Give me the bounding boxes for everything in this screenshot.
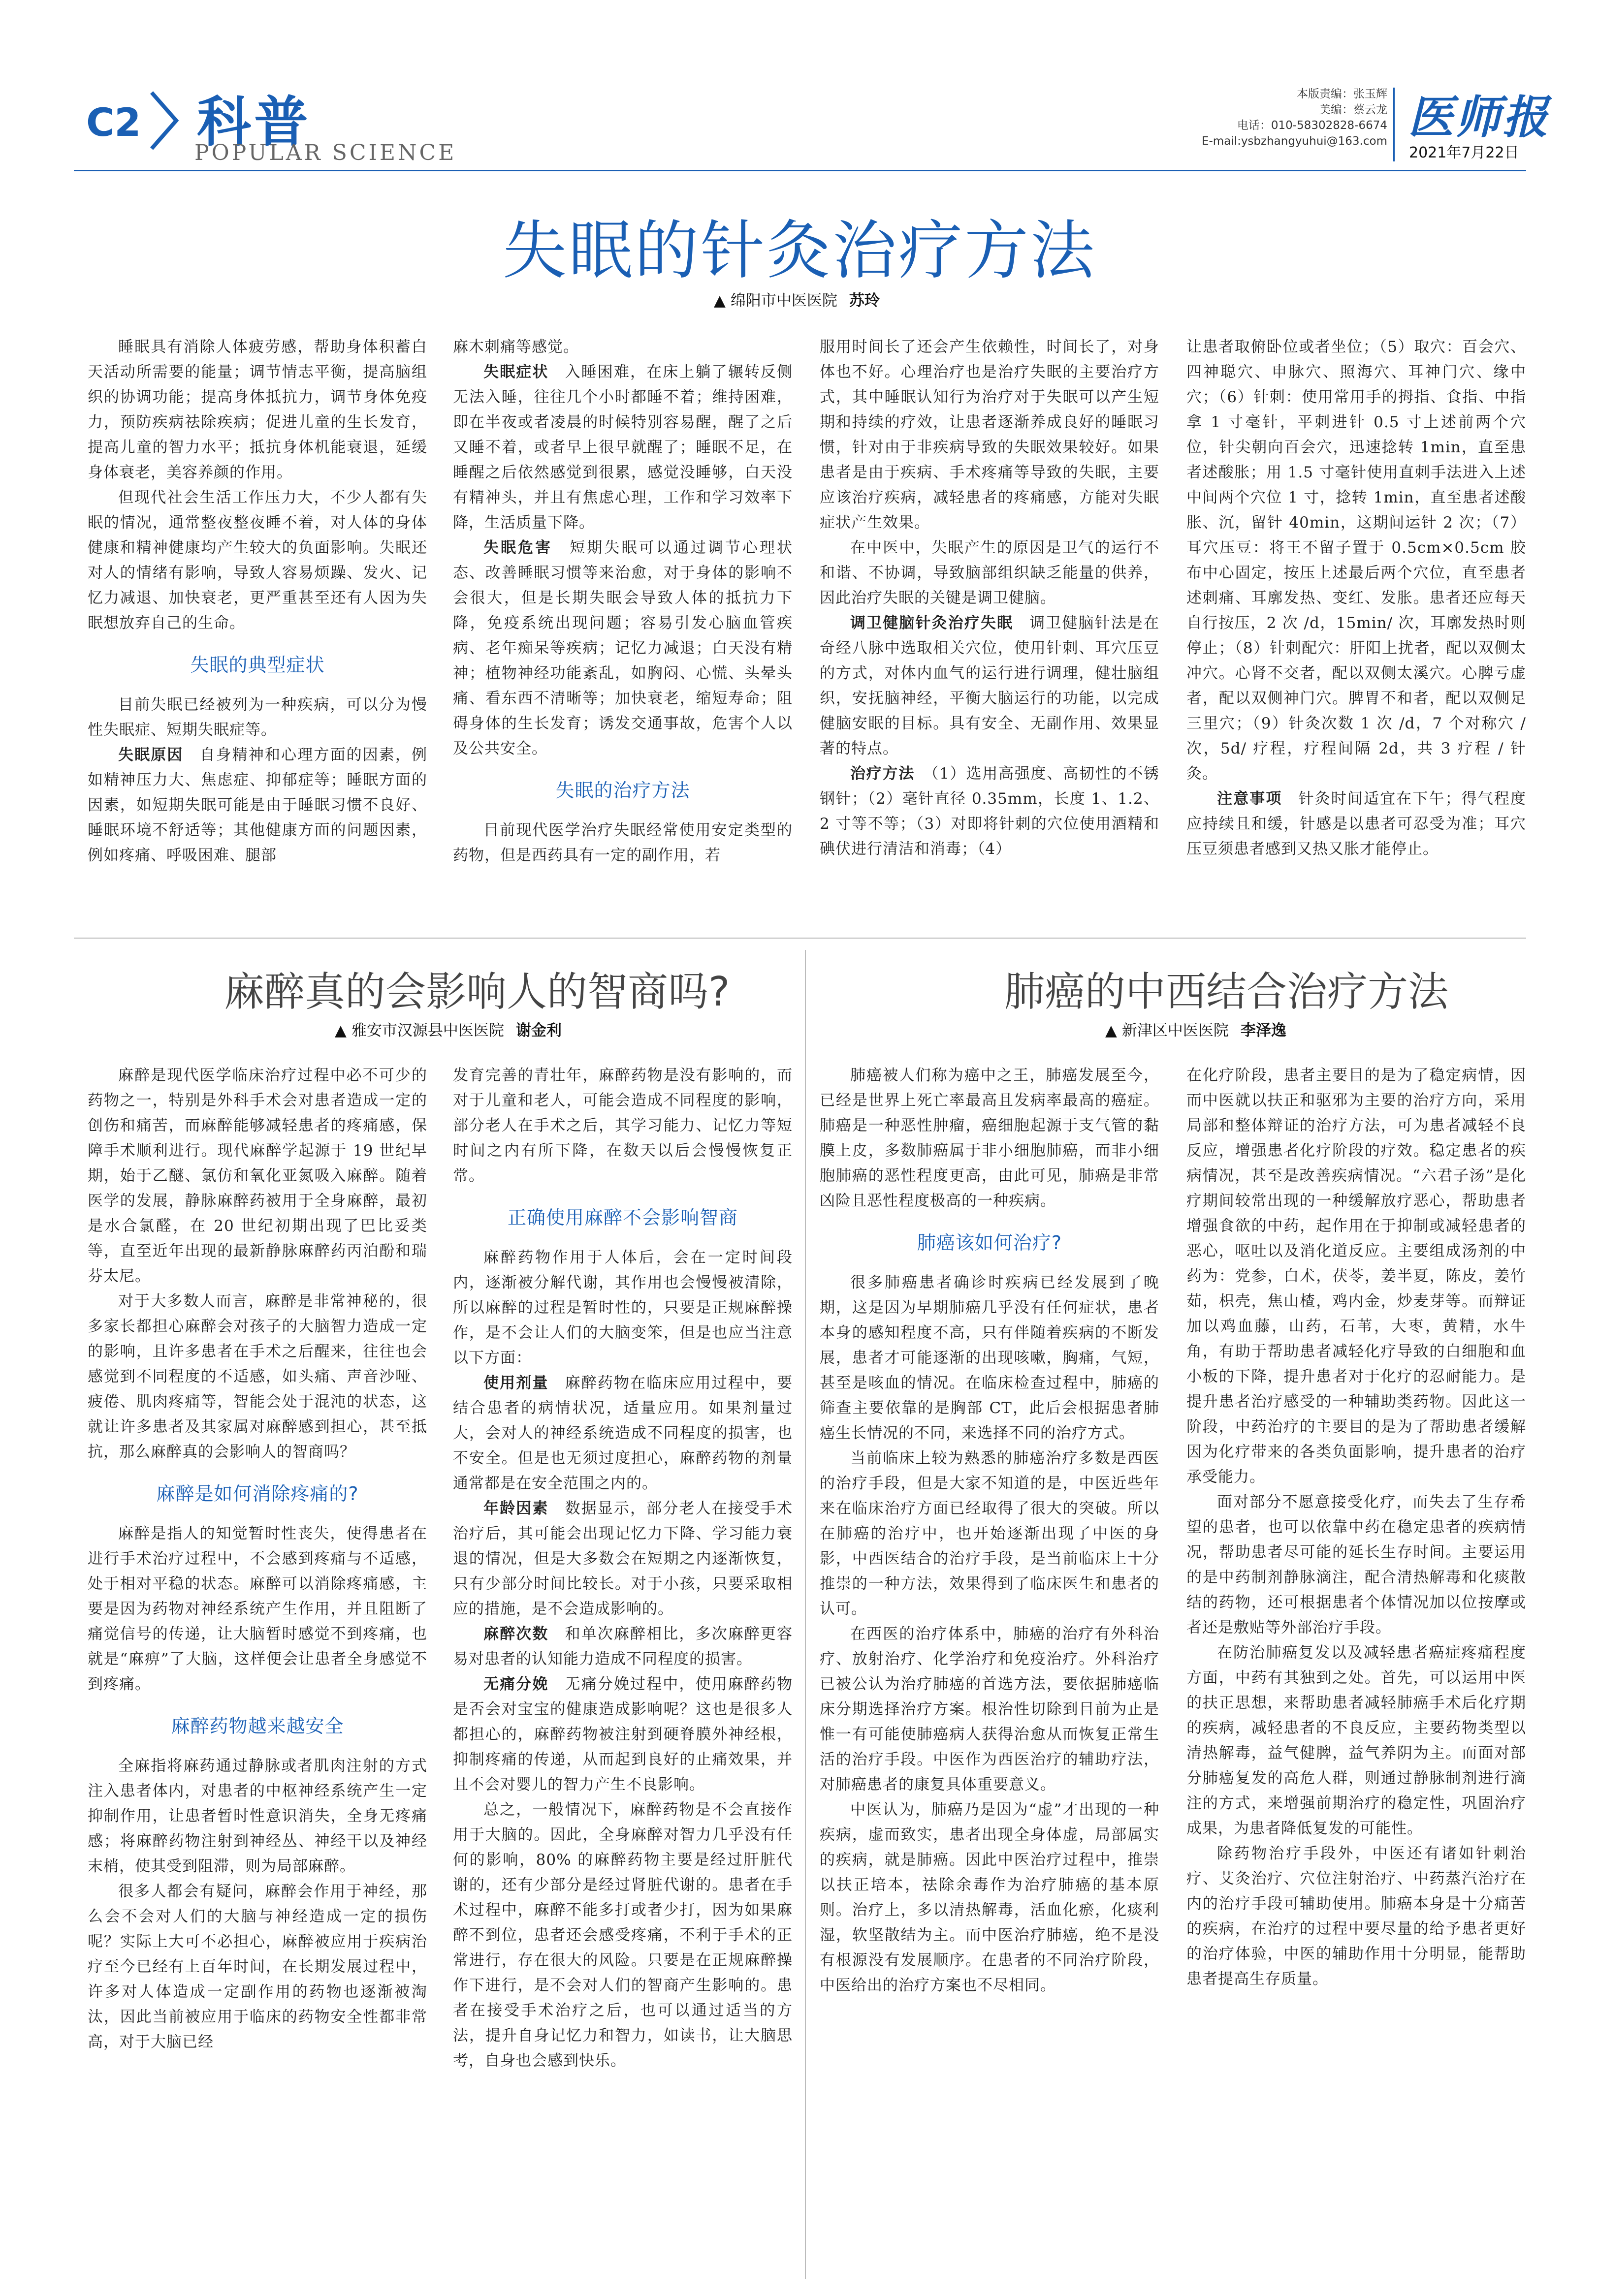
article1-title: 失眠的针灸治疗方法 (502, 213, 1096, 288)
paragraph: 目前失眠已经被列为一种疾病，可以分为慢性失眠症、短期失眠症等。 (88, 696, 427, 739)
paragraph: 目前现代医学治疗失眠经常使用安定类型的药物，但是西药具有一定的副作用，若 (453, 821, 793, 864)
chevron-right-icon (148, 89, 182, 153)
paragraph-lead: 失眠危害 (483, 539, 553, 557)
article1-column-1 (88, 335, 427, 868)
paragraph: 当前临床上较为熟悉的肺癌治疗多数是西医的治疗手段，但是大家不知道的是，中医近些年来在临床治疗方面已经取得了很大的突破。所以在肺癌的治疗中，也开始逐渐出现了中医的身影，中西医结合的治疗手段，是当前临床上十分推崇的一种方法，效果得到了临床医生和患者的认可。 (820, 1449, 1159, 1618)
paragraph: 发育完善的青壮年，麻醉药物是没有影响的，而对于儿童和老人，可能会造成不同程度的影响，部分老人在手术之后，其学习能力、记忆力等短时间之内有所下降，在数天以后会慢慢恢复正常。 (453, 1067, 793, 1185)
article-divider (805, 950, 806, 2279)
article2-column-1 (88, 1063, 427, 2055)
paragraph-lead: 失眠症状 (483, 363, 549, 381)
article3-column-2 (1186, 1063, 1526, 1992)
triangle-icon: ▲ (714, 292, 726, 310)
paragraph: 睡眠具有消除人体疲劳感，帮助身体积蓄白天活动所需要的能量；调节情志平衡，提高脑组织的协调功能；提高身体抵抗力，调节身体免疫力，预防疾病祛除疾病；促进儿童的生长发育，提高儿童的智力水平；抵抗身体机能衰退，延缓身体衰老，美容养颜的作用。 (88, 338, 427, 481)
editor-line: 本版责编：张玉辉 (1297, 88, 1387, 100)
article1-column-3 (820, 335, 1159, 862)
issue-date: 2021年7月22日 (1409, 144, 1519, 161)
paragraph: 中医认为，肺癌乃是因为“虚”才出现的一种疾病，虚而致实，患者出现全身体虚，局部属实的疾病，就是肺癌。因此中医治疗过程中，推崇以扶正培本，祛除余毒作为治疗肺癌的基本原则。治疗上，多以清热解毒，活血化瘀，化痰利湿，软坚散结为主。而中医治疗肺癌，绝不是没有根源没有发展顺序。在患者的不同治疗阶段，中医给出的治疗方案也不尽相同。 (820, 1801, 1159, 1994)
article1-byline-org: 绵阳市中医医院 (730, 292, 837, 310)
article3-title: 肺癌的中西结合治疗方法 (1004, 969, 1449, 1015)
paragraph: 很多人都会有疑问，麻醉会作用于神经，那么会不会对人们的大脑与神经造成一定的损伤呢？实际上大可不必担心，麻醉被应用于疾病治疗至今已经有上百年时间，在长期发展过程中，许多对人体造成一定副作用的药物也逐渐被淘汰，因此当前被应用于临床的药物安全性都非常高，对于大脑已经 (88, 1883, 427, 2051)
article3-byline-org: 新津区中医医院 (1121, 1022, 1229, 1039)
paragraph: 但现代社会生活工作压力大，不少人都有失眠的情况，通常整夜整夜睡不着，对人体的身体健康和精神健康均产生较大的负面影响。失眠还对人的情绪有影响，导致人容易烦躁、发火、记忆力减退、加快衰老，更严重甚至还有人因为失眠想放弃自己的生命。 (88, 489, 427, 632)
email-line: E-mail:ysbzhangyuhui@163.com (1201, 135, 1387, 148)
article2-byline-org: 雅安市汉源县中医医院 (351, 1022, 504, 1039)
article1-column-4 (1186, 335, 1526, 862)
header-rule (74, 170, 1526, 171)
subheading: 麻醉是如何消除疼痛的? (156, 1483, 359, 1505)
phone-line: 电话：010-58302828-6674 (1237, 119, 1387, 132)
paragraph: 总之，一般情况下，麻醉药物是不会直接作用于大脑的。因此，全身麻醉对智力几乎没有任何的影响，80% 的麻醉药物主要是经过肝脏代谢的，还有少部分是经过肾脏代谢的。患者在手术过程中，麻醉不能多打或者少打，因为如果麻醉不到位，患者还会感受疼痛，不利于手术的正常进行，存在很大的风险。只要是在正规麻醉操作下进行，是不会对人们的智商产生影响的。患者在接受手术治疗之后，也可以通过适当的方法，提升自身记忆力和智力，如读书，让大脑思考，自身也会感到快乐。 (453, 1801, 793, 2070)
paragraph-lead: 年龄因素 (483, 1500, 549, 1517)
paragraph: 在中医中，失眠产生的原因是卫气的运行不和谐、不协调，导致脑部组织缺乏能量的供养，因此治疗失眠的关键是调卫健脑。 (820, 539, 1159, 607)
paragraph-lead: 治疗方法 (850, 765, 915, 783)
paragraph: 麻醉次数 和单次麻醉相比，多次麻醉更容易对患者的认知能力造成不同程度的损害。 (453, 1625, 793, 1668)
paragraph-lead: 使用剂量 (483, 1374, 549, 1392)
paragraph: 全麻指将麻药通过静脉或者肌肉注射的方式注入患者体内，对患者的中枢神经系统产生一定抑制作用，让患者暂时性意识消失，全身无疼痛感；将麻醉药物注射到神经丛、神经干以及神经末梢，使其受到阻滞，则为局部麻醉。 (88, 1757, 427, 1875)
paragraph: 在防治肺癌复发以及减轻患者癌症疼痛程度方面，中药有其独到之处。首先，可以运用中医的扶正思想，来帮助患者减轻肺癌手术后化疗期的疾病，减轻患者的不良反应，主要药物类型以清热解毒，益气健脾，益气养阴为主。而面对部分肺癌复发的高危人群，则通过静脉制剂进行滴注的方式，来增强前期治疗的稳定性，巩固治疗成果，为患者降低复发的可能性。 (1186, 1644, 1526, 1837)
paragraph: 调卫健脑针灸治疗失眠 调卫健脑针法是在奇经八脉中选取相关穴位，使用针刺、耳穴压豆的方式，对体内血气的运行进行调理，健壮脑组织，安抚脑神经，平衡大脑运行的功能，以完成健脑安眠的目标。具有安全、无副作用、效果显著的特点。 (820, 614, 1160, 757)
article3-byline (1105, 1018, 1286, 1040)
paragraph: 让患者取俯卧位或者坐位；（5）取穴：百会穴、四神聪穴、申脉穴、照海穴、耳神门穴、缘中穴；（6）针刺：使用常用手的拇指、食指、中指拿 1 寸毫针，平刺进针 0.5 寸上述前两个穴位，针尖朝向百会穴，迅速捻转 1min，直至患者述酸胀；用 1.5 寸毫针使用直刺手法进入上述中间两个穴位 1 寸，捻转 1min，直至患者述酸胀、沉，留针 40min，这期间运针 2 次；（7）耳穴压豆：将王不留子置于 0.5cm×0.5cm 胶布中心固定，按压上述最后两个穴位，直至患者述刺痛、耳廓发热、变红、发胀。患者还应每天自行按压，2 次 /d，15min/ 次，耳廓发热时则停止；（8）针刺配穴：肝阳上扰者，配以双侧太冲穴。心肾不交者，配以双侧太溪穴。心脾亏虚者，配以双侧神门穴。脾胃不和者，配以双侧足三里穴；（9）针灸次数 1 次 /d，7 个对称穴 / 次，5d/ 疗程，疗程间隔 2d，共 3 疗程 / 针灸。 (1186, 338, 1526, 783)
article1-column-2 (453, 335, 793, 868)
paragraph: 使用剂量 麻醉药物在临床应用过程中，要结合患者的病情状况，适量应用。如果剂量过大，会对人的神经系统造成不同程度的损害，也不安全。但是也无须过度担心，麻醉药物的剂量通常都是在安全范围之内的。 (453, 1374, 793, 1492)
paragraph: 注意事项 针灸时间适宜在下午；得气程度应持续且和缓，针感是以患者可忍受为准；耳穴压豆须患者感到又热又胀才能停止。 (1186, 790, 1527, 858)
masthead-divider (1393, 88, 1395, 161)
designer-line: 美编：蔡云龙 (1319, 103, 1387, 116)
article1-byline-author: 苏玲 (849, 292, 880, 310)
section-title: 科普 (197, 91, 311, 154)
section-subtitle: POPULAR SCIENCE (194, 140, 457, 165)
subheading: 失眠的治疗方法 (555, 780, 690, 801)
paragraph: 服用时间长了还会产生依赖性，时间长了，对身体也不好。心理治疗也是治疗失眠的主要治疗方式，其中睡眠认知行为治疗对于失眠可以产生短期和持续的疗效，让患者逐渐养成良好的睡眠习惯，针对由于非疾病导致的失眠效果较好。如果患者是由于疾病、手术疼痛等导致的失眠，主要应该治疗疾病，减轻患者的疼痛感，方能对失眠症状产生效果。 (820, 338, 1159, 532)
triangle-icon: ▲ (1105, 1022, 1117, 1039)
paragraph: 除药物治疗手段外，中医还有诸如针刺治疗、艾灸治疗、穴位注射治疗、中药蒸汽治疗在内的治疗手段可辅助使用。肺癌本身是十分痛苦的疾病，在治疗的过程中要尽量的给予患者更好的治疗体验，中医的辅助作用十分明显，能帮助患者提高生存质量。 (1186, 1845, 1526, 1988)
article2-byline-author: 谢金利 (515, 1022, 562, 1039)
paragraph-lead: 失眠原因 (118, 746, 184, 764)
paragraph-lead: 调卫健脑针灸治疗失眠 (850, 614, 1014, 632)
article2-title: 麻醉真的会影响人的智商吗? (224, 969, 730, 1015)
triangle-icon: ▲ (335, 1022, 347, 1039)
article3-byline-author: 李泽逸 (1240, 1022, 1286, 1039)
page-number: C2 (86, 101, 141, 145)
paragraph: 麻木刺痛等感觉。 (453, 338, 579, 356)
paragraph: 失眠原因 自身精神和心理方面的因素，例如精神压力大、焦虑症、抑郁症等；睡眠方面的因素，如短期失眠可能是由于睡眠习惯不良好、睡眠环境不舒适等；其他健康方面的问题因素，例如疼痛、呼吸困难、腿部 (88, 746, 428, 864)
paragraph: 面对部分不愿意接受化疗，而失去了生存希望的患者，也可以依靠中药在稳定患者的疾病情况，帮助患者尽可能的延长生存时间。主要运用的是中药制剂静脉滴注，配合清热解毒和化痰散结的药物，还可根据患者个体情况加以位按摩或者还是敷贴等外部治疗手段。 (1186, 1493, 1526, 1636)
paragraph: 无痛分娩 无痛分娩过程中，使用麻醉药物是否会对宝宝的健康造成影响呢？这也是很多人都担心的，麻醉药物被注射到硬脊膜外神经根，抑制疼痛的传递，从而起到良好的止痛效果，并且不会对婴儿的智力产生不良影响。 (453, 1675, 793, 1793)
subheading: 失眠的典型症状 (190, 654, 325, 676)
masthead-meta (1112, 86, 1387, 149)
paragraph: 麻醉是指人的知觉暂时性丧失，使得患者在进行手术治疗过程中，不会感到疼痛与不适感，处于相对平稳的状态。麻醉可以消除疼痛感，主要是因为药物对神经系统产生作用，并且阻断了痛觉信号的传递，让大脑暂时感觉不到疼痛，也就是“麻痹”了大脑，这样便会让患者全身感觉不到疼痛。 (88, 1525, 427, 1693)
paragraph: 失眠症状 入睡困难，在床上躺了辗转反侧无法入睡，往往几个小时都睡不着；维持困难，即在半夜或者凌晨的时候特别容易醒，醒了之后又睡不着，或者早上很早就醒了；睡眠不足，在睡醒之后依然感觉到很累，感觉没睡够，白天没有精神头，并且有焦虑心理，工作和学习效率下降，生活质量下降。 (453, 363, 793, 532)
paragraph: 在西医的治疗体系中，肺癌的治疗有外科治疗、放射治疗、化学治疗和免疫治疗。外科治疗已被公认为治疗肺癌的首选方法，要依据肺癌临床分期选择治疗方案。根治性切除到目前为止是惟一有可能使肺癌病人获得治愈从而恢复正常生活的治疗手段。中医作为西医治疗的辅助疗法，对肺癌患者的康复具体重要意义。 (820, 1625, 1159, 1793)
section-divider (74, 938, 1526, 939)
paragraph-lead: 无痛分娩 (483, 1675, 549, 1693)
article2-byline (335, 1018, 562, 1040)
paragraph-lead: 注意事项 (1217, 790, 1282, 808)
paragraph: 在化疗阶段，患者主要目的是为了稳定病情，因而中医就以扶正和驱邪为主要的治疗方向，采用局部和整体辩证的治疗方法，可为患者减轻不良反应，增强患者化疗阶段的疗效。稳定患者的疾病情况，甚至是改善疾病情况。“六君子汤”是化疗期间较常出现的一种缓解放疗恶心，帮助患者增强食欲的中药，起作用在于抑制或减轻患者的恶心，呕吐以及消化道反应。主要组成汤剂的中药为：党参，白术，茯苓，姜半夏，陈皮，姜竹茹，枳壳，焦山楂，鸡内金，炒麦芽等。而辩证加以鸡血藤，山药，石苇，大枣，黄精，水牛角，有助于帮助患者减轻化疗导致的白细胞和血小板的下降，提升患者对于化疗的忍耐能力。是提升患者治疗感受的一种辅助类药物。因此这一阶段，中药治疗的主要目的是为了帮助患者缓解因为化疗带来的各类负面影响，提升患者的治疗承受能力。 (1186, 1067, 1526, 1486)
paragraph: 麻醉药物作用于人体后，会在一定时间段内，逐渐被分解代谢，其作用也会慢慢被清除，所以麻醉的过程是暂时性的，只要是正规麻醉操作，是不会让人们的大脑变笨，但是也应当注意以下方面： (453, 1249, 793, 1367)
subheading: 正确使用麻醉不会影响智商 (507, 1207, 738, 1228)
article3-column-1 (820, 1063, 1159, 1998)
paragraph: 失眠危害 短期失眠可以通过调节心理状态、改善睡眠习惯等来治愈，对于身体的影响不会很大，但是长期失眠会导致人体的抵抗力下降，免疫系统出现问题；容易引发心脑血管疾病、老年痴呆等疾病；记忆力减退；白天没有精神；植物神经功能紊乱，如胸闷、心慌、头晕头痛、看东西不清晰等；加快衰老，缩短寿命；阻碍身体的生长发育；诱发交通事故，危害个人以及公共安全。 (453, 539, 793, 757)
paragraph: 治疗方法 （1）选用高强度、高韧性的不锈钢针；（2）毫针直径 0.35mm，长度 1、1.2、2 寸等不等；（3）对即将针刺的穴位使用酒精和碘伏进行清洁和消毒；（4） (820, 765, 1159, 858)
paragraph: 很多肺癌患者确诊时疾病已经发展到了晚期，这是因为早期肺癌几乎没有任何症状，患者本身的感知程度不高，只有伴随着疾病的不断发展，患者才可能逐渐的出现咳嗽，胸痛，气短，甚至是咳血的情况。在临床检查过程中，肺癌的筛查主要依靠的是胸部 CT，此后会根据患者肺癌生长情况的不同，来选择不同的治疗方式。 (820, 1274, 1159, 1442)
paragraph: 麻醉是现代医学临床治疗过程中必不可少的药物之一，特别是外科手术会对患者造成一定的创伤和痛苦，而麻醉能够减轻患者的疼痛感，保障手术顺利进行。现代麻醉学起源于 19 世纪早期，始于乙醚、氯仿和氧化亚氮吸入麻醉。随着医学的发展，静脉麻醉药被用于全身麻醉，最初是水合氯醛，在 20 世纪初期出现了巴比妥类等，直至近年出现的最新静脉麻醉药丙泊酚和瑞芬太尼。 (88, 1067, 427, 1285)
subheading: 麻醉药物越来越安全 (171, 1715, 344, 1737)
paragraph: 肺癌被人们称为癌中之王，肺癌发展至今，已经是世界上死亡率最高且发病率最高的癌症。肺癌是一种恶性肿瘤，癌细胞起源于支气管的黏膜上皮，多数肺癌属于非小细胞肺癌，而非小细胞肺癌的恶性程度更高，由此可见，肺癌是非常凶险且恶性程度极高的一种疾病。 (820, 1067, 1159, 1210)
newspaper-logo: 医师报 (1408, 91, 1550, 144)
article1-byline (714, 288, 880, 310)
paragraph: 年龄因素 数据显示，部分老人在接受手术治疗后，其可能会出现记忆力下降、学习能力衰退的情况，但是大多数会在短期之内逐渐恢复，只有少部分时间比较长。对于小孩，只要采取相应的措施，是不会造成影响的。 (453, 1500, 793, 1618)
paragraph: 对于大多数人而言，麻醉是非常神秘的，很多家长都担心麻醉会对孩子的大脑智力造成一定的影响，且许多患者在手术之后醒来，往往也会感觉到不同程度的不适感，如头痛、声音沙哑、疲倦、肌肉疼痛等，智能会处于混沌的状态，这就让许多患者及其家属对麻醉感到担心，甚至抵抗，那么麻醉真的会影响人的智商吗？ (88, 1292, 427, 1461)
paragraph-lead: 麻醉次数 (483, 1625, 549, 1643)
subheading: 肺癌该如何治疗? (917, 1232, 1062, 1254)
article2-column-2 (453, 1063, 793, 2074)
